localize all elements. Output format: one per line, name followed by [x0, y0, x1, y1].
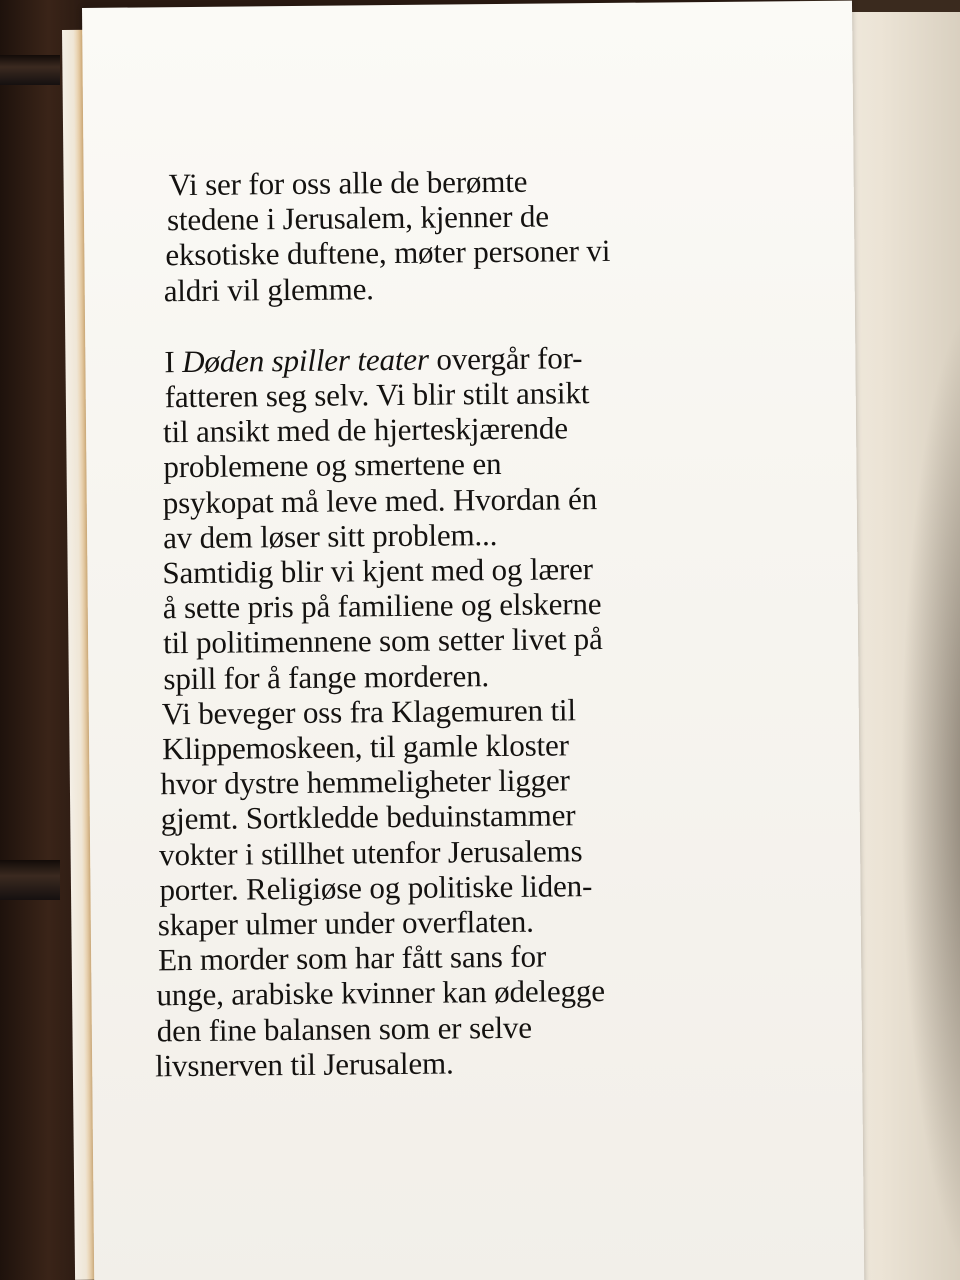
text-line: gjemt. Sortkledde beduinstammer — [160, 797, 576, 837]
shelf-edge — [0, 860, 60, 900]
text-line: den fine balansen som er selve — [156, 1009, 533, 1048]
background-shadow — [900, 300, 960, 1280]
text-line: livsnerven til Jerusalem. — [154, 1045, 454, 1084]
text-line: aldri vil glemme. — [163, 270, 374, 308]
book-title: Døden spiller teater — [182, 341, 430, 379]
text-line-with-title — [160, 339, 720, 380]
text-line: hvor dystre hemmeligheter ligger — [160, 762, 570, 802]
text-line: porter. Religiøse og politiske liden- — [159, 868, 593, 908]
text-fragment: I — [164, 343, 183, 380]
text-line: å sette pris på familiene og elskerne — [162, 586, 602, 626]
text-line: Klippemoskeen, til gamle kloster — [161, 727, 569, 767]
book-back-cover — [82, 1, 864, 1280]
text-line: En morder som har fått sans for — [157, 938, 547, 978]
text-line: problemene og smertene en — [163, 446, 502, 485]
text-line: vokter i stillhet utenfor Jerusalems — [158, 832, 583, 872]
text-line: til ansikt med de hjerteskjærende — [162, 410, 569, 450]
text-line: til politimennene som setter livet på — [162, 621, 603, 661]
text-line: stedene i Jerusalem, kjenner de — [166, 198, 550, 238]
text-line: psykopat må leve med. Hvordan én — [162, 480, 598, 520]
blurb-paragraph-1 — [159, 162, 720, 308]
text-line: Vi ser for oss alle de berømte — [168, 163, 528, 203]
text-line: Samtidig blir vi kjent med og lærer — [162, 551, 593, 591]
blurb-text — [154, 162, 728, 1119]
text-line: skaper ulmer under overflaten. — [157, 903, 534, 943]
text-line: spill for å fange morderen. — [163, 657, 490, 696]
blurb-paragraph-2 — [154, 339, 727, 1084]
text-fragment: overgår for- — [428, 340, 583, 377]
text-line: unge, arabiske kvinner kan ødelegge — [156, 973, 606, 1013]
text-line: av dem løser sitt problem... — [162, 516, 498, 556]
text-line: eksotiske duftene, møter personer vi — [165, 233, 611, 273]
text-line: fatteren seg selv. Vi blir stilt ansikt — [164, 375, 590, 415]
shelf-edge-top — [0, 55, 60, 85]
text-line: Vi beveger oss fra Klagemuren til — [161, 692, 577, 732]
